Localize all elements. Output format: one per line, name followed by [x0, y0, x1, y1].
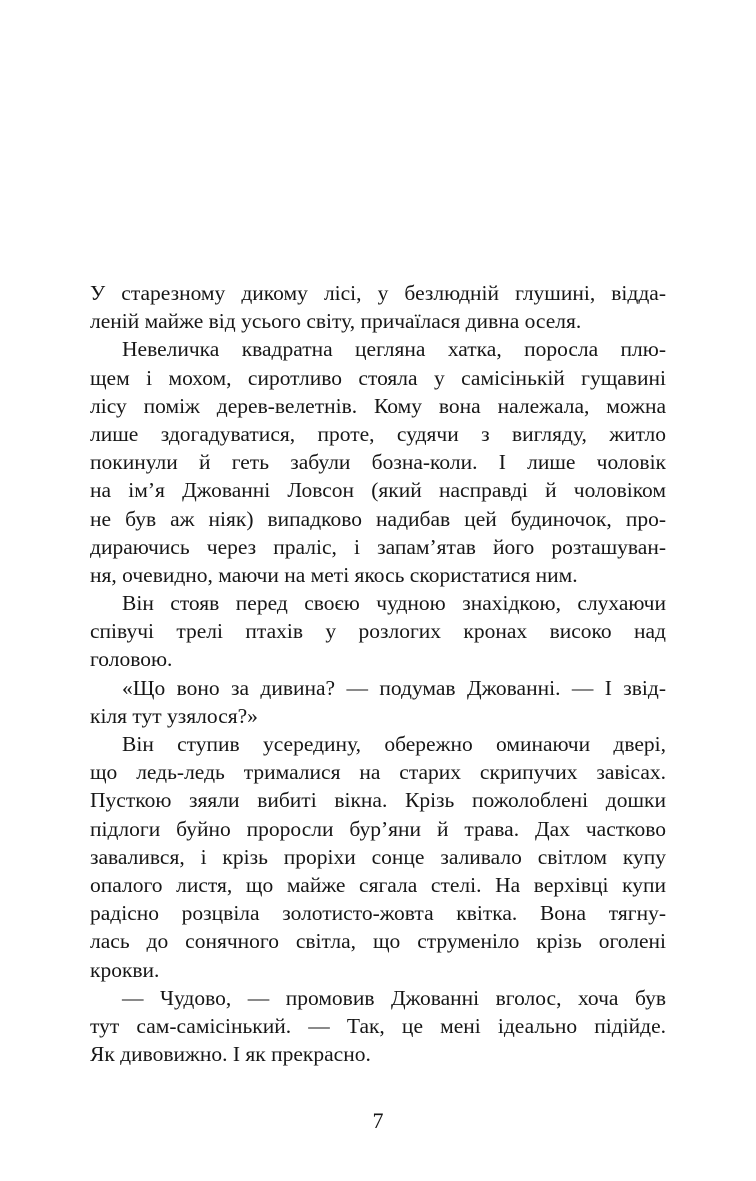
text-line: щем і мохом, сиротливо стояла у самісінькій гущавині — [90, 365, 666, 390]
text-line: дираючись через праліс, і запам’ятав його розташуван- — [90, 534, 666, 559]
text-line: на ім’я Джованні Ловсон (який насправді й чоловіком — [90, 478, 666, 503]
text-line: У старезному дикому лісі, у безлюдній глушині, відда- — [90, 281, 666, 305]
page-number: 7 — [372, 1108, 384, 1133]
text-line: опалого листя, що майже сягала стелі. На верхівці купи — [90, 872, 666, 897]
text-line: тут сам-самісінький. — Так, це мені ідеально підійде. — [90, 1013, 666, 1038]
text-line: Пусткою зяяли вибиті вікна. Крізь пожолоблені дошки — [90, 788, 666, 813]
text-line: що ледь-ледь трималися на старих скрипучих завісах. — [90, 760, 666, 785]
text-line: Він стояв перед своєю чудною знахідкою, слухаючи — [122, 591, 666, 616]
text-line: співучі трелі птахів у розлогих кронах високо над — [90, 619, 666, 644]
text-line: лише здогадуватися, проте, судячи з вигляду, житло — [90, 421, 666, 446]
text-line: кіля тут узялося?» — [90, 703, 258, 728]
text-line: лась до сонячного світла, що струменіло крізь оголені — [90, 929, 666, 954]
text-line: лісу поміж дерев-велетнів. Кому вона належала, можна — [90, 393, 666, 418]
text-line: леній майже від усього світу, причаїлася дивна оселя. — [90, 309, 582, 334]
text-line: не був аж ніяк) випадково надибав цей будиночок, про- — [90, 506, 666, 531]
text-line: «Що воно за дивина? — подумав Джованні. — І звід- — [122, 675, 666, 700]
text-line: — Чудово, — промовив Джованні вголос, хоча був — [122, 985, 666, 1010]
text-line: Він ступив усередину, обережно оминаючи двері, — [122, 732, 666, 756]
text-line: ня, очевидно, маючи на меті якось скористатися ним. — [90, 562, 578, 587]
text-line: Як дивовижно. І як прекрасно. — [90, 1042, 371, 1067]
text-line: завалився, і крізь проріхи сонце заливало світлом купу — [90, 844, 666, 869]
text-line: покинули й геть забули бозна-коли. І лише чоловік — [90, 450, 666, 475]
text-line: крокви. — [90, 957, 160, 982]
text-line: Невеличка квадратна цегляна хатка, поросла плю- — [122, 337, 666, 362]
text-line: радісно розцвіла золотисто-жовта квітка. Вона тягну- — [90, 901, 666, 926]
text-line: головою. — [90, 647, 173, 672]
text-line: підлоги буйно проросли бур’яни й трава. Дах частково — [90, 816, 666, 841]
page-text — [90, 279, 666, 1068]
